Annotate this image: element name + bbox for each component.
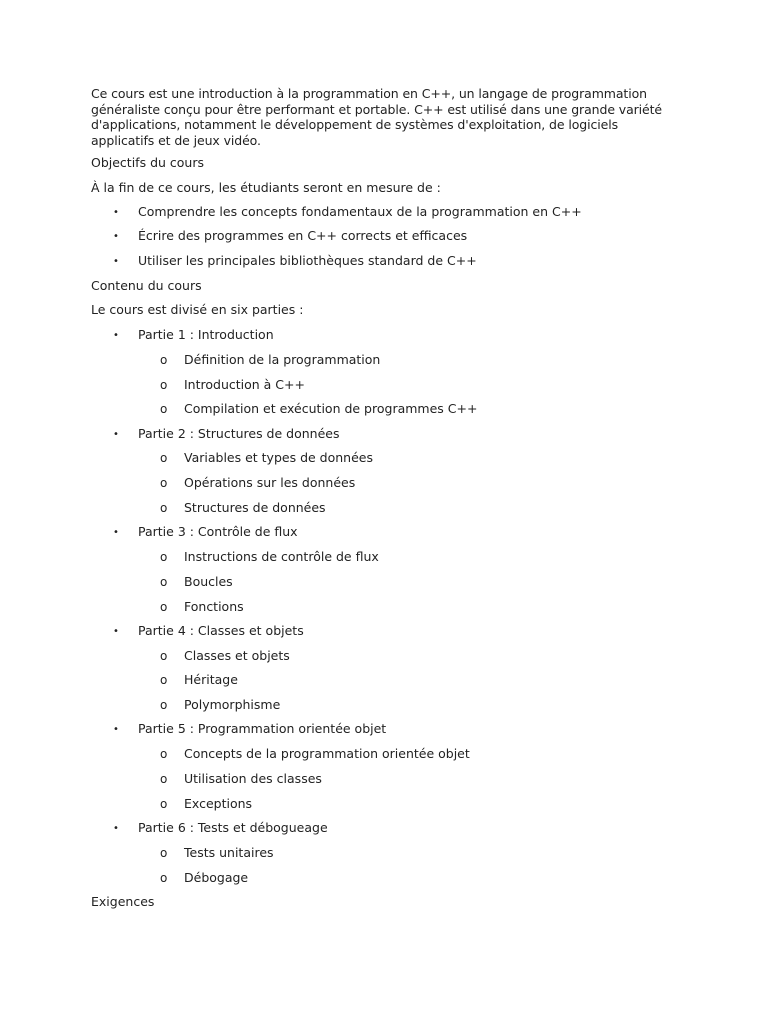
sub-bullet-icon: o	[160, 378, 168, 392]
bullet-icon: •	[113, 429, 119, 440]
sub-bullet-icon: o	[160, 871, 168, 885]
sub-list-item: Concepts de la programmation orientée objet	[184, 746, 470, 761]
list-item: Comprendre les concepts fondamentaux de la programmation en C++	[138, 204, 582, 219]
bullet-icon: •	[113, 231, 119, 242]
sub-list-item: Héritage	[184, 672, 238, 687]
content-lead: Le cours est divisé en six parties :	[91, 302, 304, 317]
sub-list-item: Exceptions	[184, 796, 253, 811]
content-heading: Contenu du cours	[91, 278, 202, 293]
sub-bullet-icon: o	[160, 698, 168, 712]
part-title: Partie 2 : Structures de données	[138, 426, 340, 441]
sub-list-item: Structures de données	[184, 500, 326, 515]
objectives-heading: Objectifs du cours	[91, 155, 204, 170]
sub-bullet-icon: o	[160, 600, 168, 614]
list-item: Utiliser les principales bibliothèques standard de C++	[138, 253, 477, 268]
requirements-heading: Exigences	[91, 894, 155, 909]
sub-bullet-icon: o	[160, 501, 168, 515]
sub-bullet-icon: o	[160, 747, 168, 761]
sub-list-item: Classes et objets	[184, 648, 290, 663]
sub-bullet-icon: o	[160, 649, 168, 663]
sub-bullet-icon: o	[160, 476, 168, 490]
sub-list-item: Variables et types de données	[184, 450, 373, 465]
sub-bullet-icon: o	[160, 402, 168, 416]
bullet-icon: •	[113, 626, 119, 637]
part-title: Partie 5 : Programmation orientée objet	[138, 721, 387, 736]
list-item: Écrire des programmes en C++ corrects et efficaces	[138, 228, 468, 243]
sub-bullet-icon: o	[160, 797, 168, 811]
bullet-icon: •	[113, 527, 119, 538]
sub-list-item: Tests unitaires	[184, 845, 274, 860]
sub-bullet-icon: o	[160, 575, 168, 589]
sub-bullet-icon: o	[160, 451, 168, 465]
sub-list-item: Introduction à C++	[184, 377, 305, 392]
part-title: Partie 6 : Tests et débogueage	[138, 820, 328, 835]
intro-paragraph: Ce cours est une introduction à la programmation en C++, un langage de programmation généraliste conçu pour être performant et portable. C++ est utilisé dans une grande variété d'applications, notamment le développement de systèmes d'exploitation, de logiciels applicatifs et de jeux vidéo.	[91, 86, 663, 148]
part-title: Partie 4 : Classes et objets	[138, 623, 304, 638]
sub-list-item: Utilisation des classes	[184, 771, 322, 786]
sub-list-item: Instructions de contrôle de flux	[184, 549, 379, 564]
sub-list-item: Débogage	[184, 870, 249, 885]
sub-bullet-icon: o	[160, 846, 168, 860]
bullet-icon: •	[113, 330, 119, 341]
sub-list-item: Polymorphisme	[184, 697, 281, 712]
sub-list-item: Compilation et exécution de programmes C++	[184, 401, 478, 416]
sub-bullet-icon: o	[160, 353, 168, 367]
sub-bullet-icon: o	[160, 772, 168, 786]
sub-list-item: Opérations sur les données	[184, 475, 356, 490]
bullet-icon: •	[113, 724, 119, 735]
sub-list-item: Définition de la programmation	[184, 352, 381, 367]
sub-list-item: Fonctions	[184, 599, 244, 614]
sub-bullet-icon: o	[160, 550, 168, 564]
part-title: Partie 3 : Contrôle de flux	[138, 524, 298, 539]
bullet-icon: •	[113, 207, 119, 218]
bullet-icon: •	[113, 823, 119, 834]
bullet-icon: •	[113, 256, 119, 267]
objectives-lead: À la fin de ce cours, les étudiants seront en mesure de :	[91, 180, 441, 195]
sub-bullet-icon: o	[160, 673, 168, 687]
sub-list-item: Boucles	[184, 574, 233, 589]
part-title: Partie 1 : Introduction	[138, 327, 274, 342]
